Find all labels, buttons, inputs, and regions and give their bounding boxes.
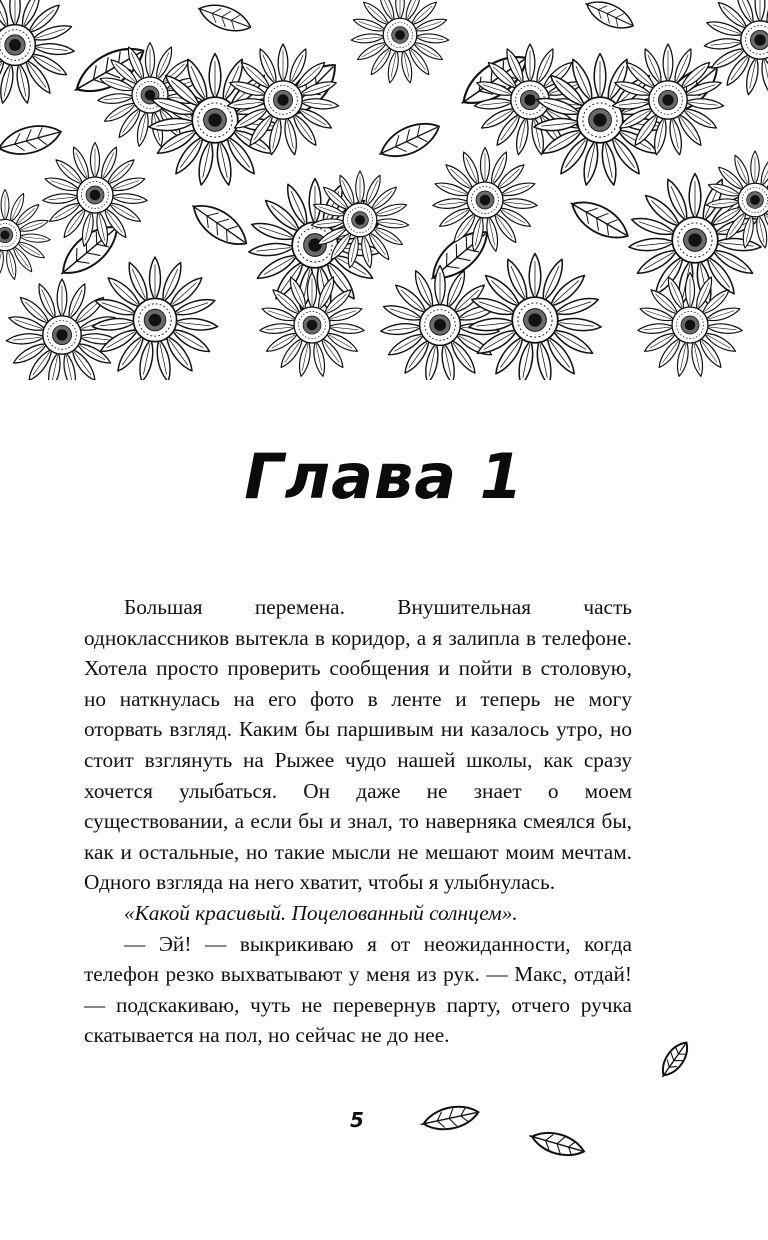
page-number: 5: [350, 1108, 364, 1132]
leaf-icon: [526, 1124, 590, 1164]
paragraph: Большая перемена. Внушительная часть одноклассников вытекла в коридор, а я залипла в телефоне. Хотела просто проверить сообщения и пойти в столовую, но наткнулась на его фото в ленте и теперь не могу оторвать взгляд. Каким бы паршивым ни казалось утро, но стоит взглянуть на Рыжее чудо нашей школы, как сразу хочется улыбаться. Он даже не знает о моем существовании, а если бы и знал, то наверняка смеялся бы, как и остальные, но такие мысли не мешают моим мечтам. Одного взгляда на него хватит, чтобы я улыбнулась.: [84, 595, 632, 895]
leaf-icon: [418, 1098, 484, 1138]
paragraph: — Эй! — выкрикиваю я от неожиданности, когда телефон резко выхватывают у меня из рук. — Макс, отдай! — подскакиваю, чуть не перевернув парту, отчего ручка скатывается на пол, но сейчас не до нее.: [84, 931, 632, 1048]
chapter-body: [84, 592, 632, 1051]
italic-quote-paragraph: «Какой красивый. Поцелованный солнцем».: [124, 900, 518, 925]
chapter-title: Глава 1: [244, 440, 524, 513]
sunflower-illustration: [0, 0, 768, 380]
leaf-icon: [652, 1036, 698, 1082]
